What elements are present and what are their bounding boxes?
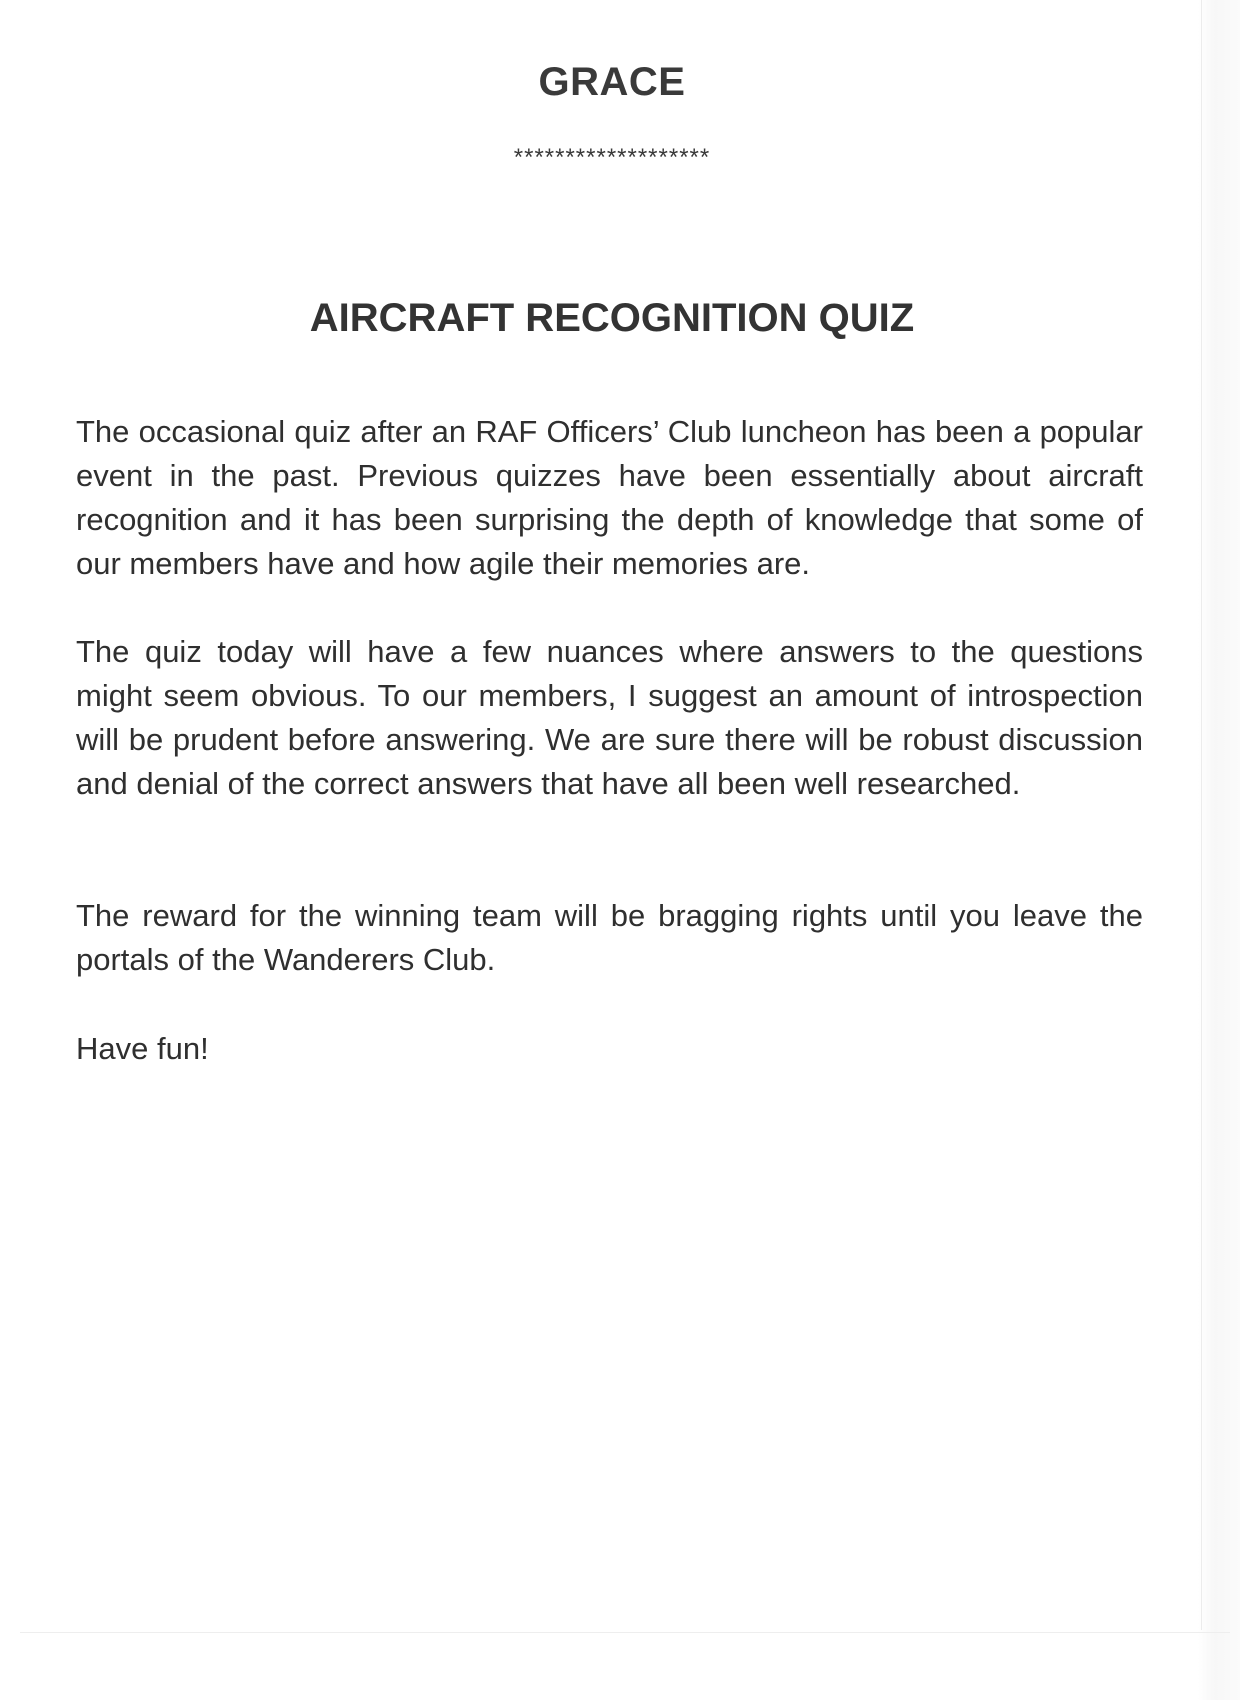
closing-line: Have fun! [76, 1031, 209, 1066]
intro-paragraph: The occasional quiz after an RAF Officers’ Club luncheon has been a popular event in the past. Previous quizzes have been essentially about aircraft recognition and it has been surprising the depth of knowledge that some of our members have and how agile their memories are. [76, 414, 1143, 581]
page-edge-line [1201, 0, 1202, 1630]
quiz-heading: AIRCRAFT RECOGNITION QUIZ [309, 296, 915, 340]
page-edge-shadow [1198, 0, 1240, 1700]
page-bottom-edge [20, 1632, 1230, 1633]
reward-paragraph: The reward for the winning team will be bragging rights until you leave the portals of the Wanderers Club. [76, 898, 1143, 977]
nuances-paragraph: The quiz today will have a few nuances where answers to the questions might seem obvious. To our members, I suggest an amount of introspection will be prudent before answering. We are sure there will be robust discussion and denial of the correct answers that have all been well researched. [76, 634, 1143, 801]
document-title: GRACE [538, 60, 686, 104]
title-separator: ******************* [513, 144, 711, 171]
